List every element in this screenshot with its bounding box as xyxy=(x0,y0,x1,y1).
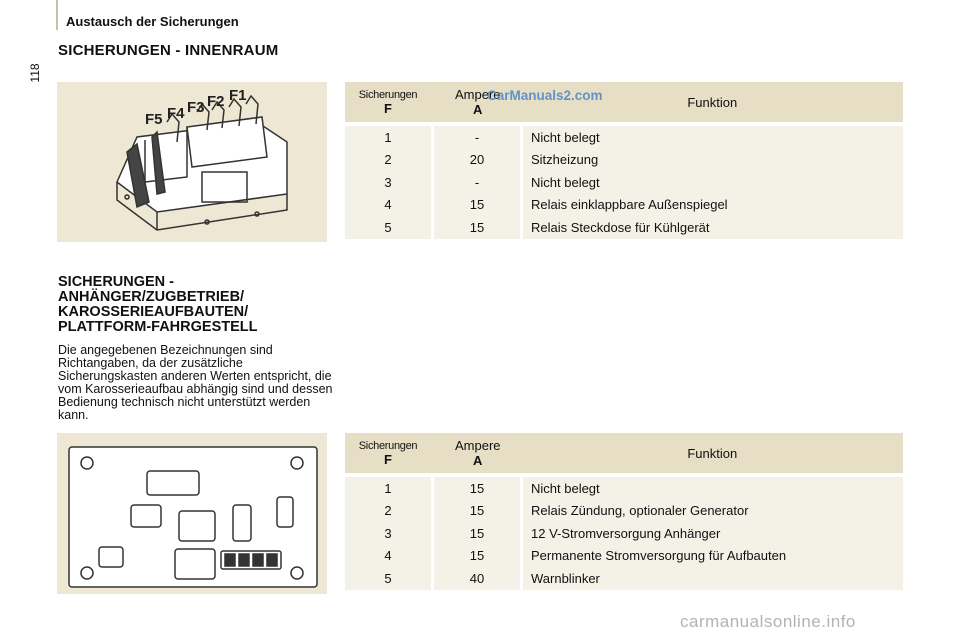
function-cell: Nicht belegt xyxy=(522,126,904,149)
chapter-title: Austausch der Sicherungen xyxy=(66,14,239,29)
trailer-fuse-table xyxy=(345,433,903,590)
table-row xyxy=(345,477,903,500)
table-row xyxy=(345,545,903,568)
table-header-row xyxy=(345,433,903,473)
table-row xyxy=(345,216,903,239)
fuse-number-cell: 4 xyxy=(345,194,433,217)
header-fuse-label: Sicherungen xyxy=(358,439,418,452)
header-function: Funktion xyxy=(522,433,904,473)
fuse-number-cell: 2 xyxy=(345,500,433,523)
fuse-label-f1: F1 xyxy=(229,87,247,104)
function-cell: Warnblinker xyxy=(522,567,904,590)
header-fuse-symbol: F xyxy=(384,100,392,116)
table-row xyxy=(345,567,903,590)
page-number: 118 xyxy=(28,63,42,83)
function-cell: Nicht belegt xyxy=(522,171,904,194)
fuse-label-f3: F3 xyxy=(187,99,205,116)
table-row xyxy=(345,500,903,523)
header-ampere-label: Ampere xyxy=(454,438,501,453)
ampere-cell: 15 xyxy=(433,194,522,217)
table-row xyxy=(345,522,903,545)
fuse-number-cell: 2 xyxy=(345,149,433,172)
watermark-carmanualsonline: carmanualsonline.info xyxy=(680,612,856,631)
section-title-interior: SICHERUNGEN - INNENRAUM xyxy=(58,42,279,59)
table-row xyxy=(345,149,903,172)
ampere-cell: 15 xyxy=(433,500,522,523)
header-fuse xyxy=(345,433,433,473)
header-ampere-symbol: A xyxy=(473,102,483,117)
fuse-number-cell: 1 xyxy=(345,126,433,149)
function-cell: Nicht belegt xyxy=(522,477,904,500)
trailer-fuse-box-illustration xyxy=(57,433,327,594)
fuse-number-cell: 5 xyxy=(345,567,433,590)
watermark-carmanuals2: CarManuals2.com xyxy=(487,88,603,103)
fuse-label-f5: F5 xyxy=(145,111,163,128)
ampere-cell: 40 xyxy=(433,567,522,590)
header-ampere-label: Ampere xyxy=(454,87,501,102)
function-cell: Permanente Stromversorgung für Aufbauten xyxy=(522,545,904,568)
ampere-cell: - xyxy=(433,126,522,149)
fuse-label-f4: F4 xyxy=(167,105,185,122)
fuse-number-cell: 5 xyxy=(345,216,433,239)
header-ampere xyxy=(433,433,522,473)
interior-fuse-box-illustration xyxy=(57,82,327,242)
header-fuse xyxy=(345,82,433,122)
fuse-label-f2: F2 xyxy=(207,93,225,110)
trailer-fuse-box-drawing xyxy=(57,433,327,594)
sidebar-divider xyxy=(56,0,58,30)
header-ampere-symbol: A xyxy=(473,453,483,468)
interior-fuse-table xyxy=(345,82,903,239)
table-row xyxy=(345,126,903,149)
table-row xyxy=(345,171,903,194)
fuse-number-cell: 3 xyxy=(345,171,433,194)
fuse-number-cell: 3 xyxy=(345,522,433,545)
ampere-cell: 15 xyxy=(433,477,522,500)
header-function: Funktion xyxy=(522,82,904,122)
section-description: Die angegebenen Bezeichnungen sind Richtangaben, da der zusätzliche Sicherungskasten anderen Werten entspricht, die vom Karosserieaufbau abhängig sind und dessen Bedienung technisch nicht unterstützt werden kann. xyxy=(58,343,333,422)
ampere-cell: 20 xyxy=(433,149,522,172)
ampere-cell: 15 xyxy=(433,216,522,239)
fuse-number-cell: 1 xyxy=(345,477,433,500)
ampere-cell: 15 xyxy=(433,545,522,568)
section-title-trailer: SICHERUNGEN - ANHÄNGER/ZUGBETRIEB/ KAROSSERIEAUFBAUTEN/ PLATTFORM-FAHRGESTELL xyxy=(58,274,258,335)
ampere-cell: - xyxy=(433,171,522,194)
fuse-number-cell: 4 xyxy=(345,545,433,568)
header-fuse-label: Sicherungen xyxy=(358,88,418,101)
ampere-cell: 15 xyxy=(433,522,522,545)
fuse-box-drawing xyxy=(57,82,327,242)
function-cell: Relais Steckdose für Kühlgerät xyxy=(522,216,904,239)
function-cell: Relais Zündung, optionaler Generator xyxy=(522,500,904,523)
table-row xyxy=(345,194,903,217)
function-cell: 12 V-Stromversorgung Anhänger xyxy=(522,522,904,545)
table-header-row xyxy=(345,82,903,122)
function-cell: Relais einklappbare Außenspiegel xyxy=(522,194,904,217)
header-fuse-symbol: F xyxy=(384,451,392,467)
function-cell: Sitzheizung xyxy=(522,149,904,172)
